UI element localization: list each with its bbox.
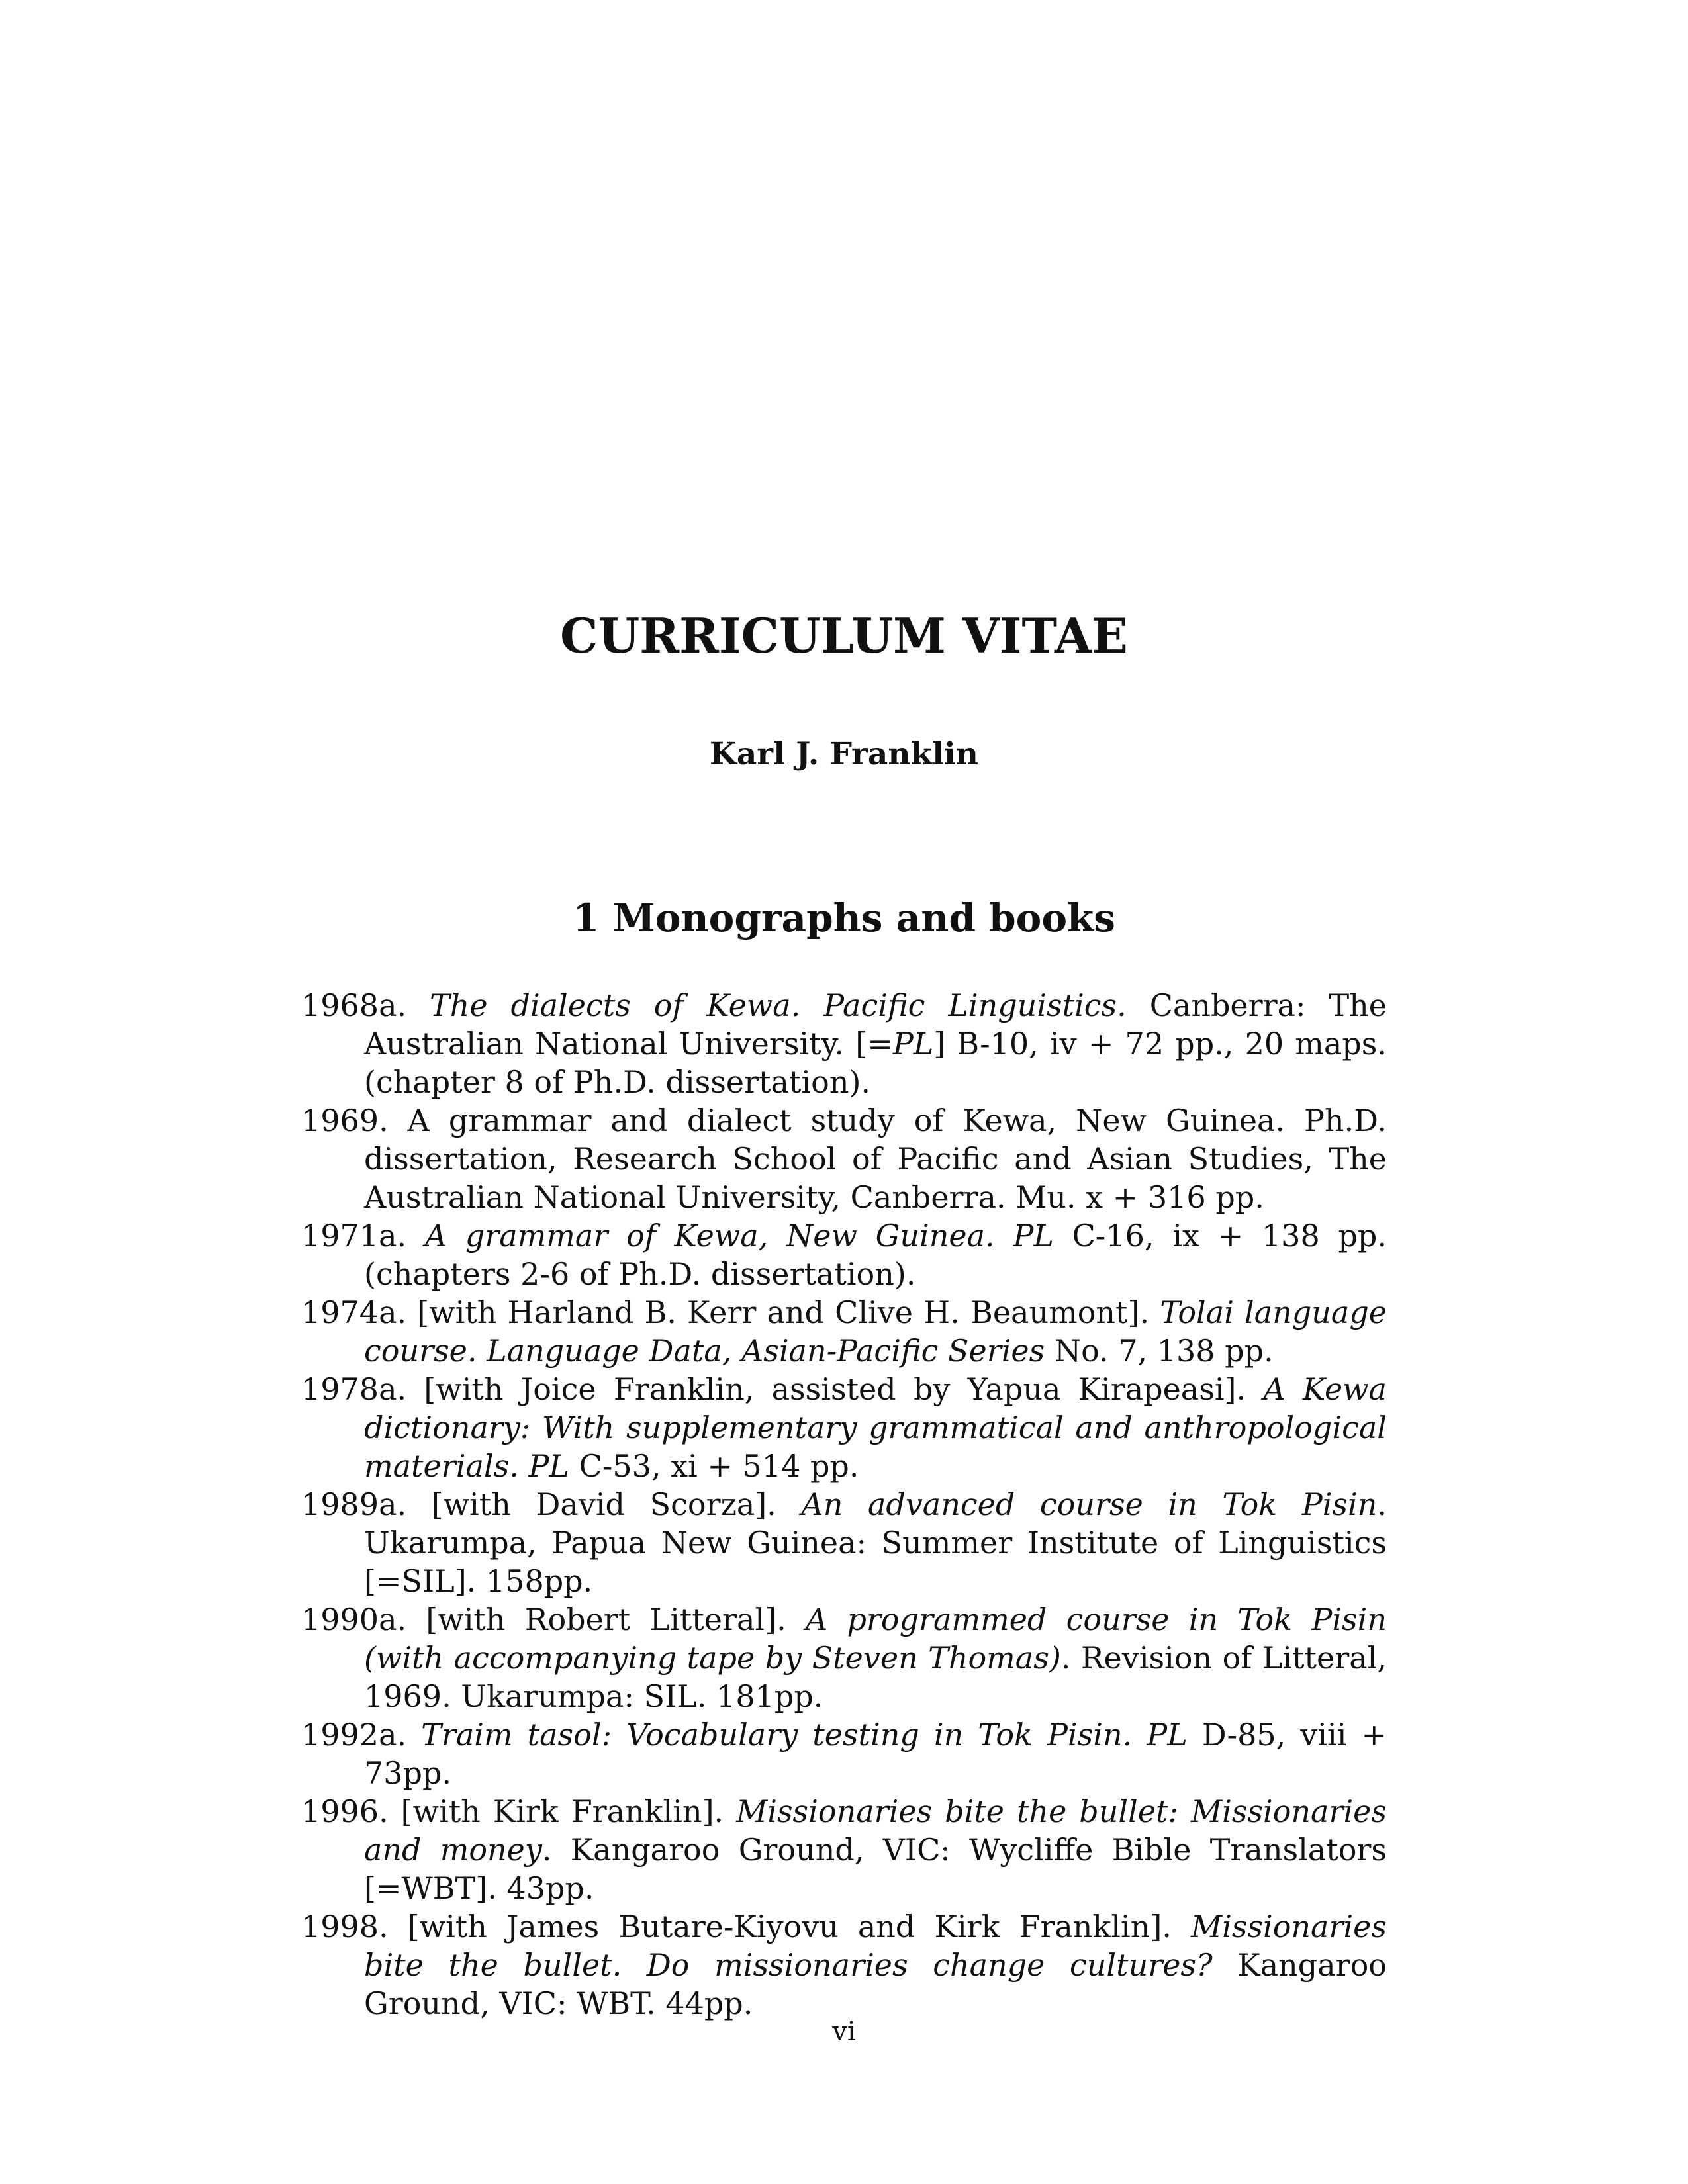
bibliography-entry [301, 1792, 1387, 1907]
page-number: vi [832, 2017, 856, 2047]
entry-text: 1974a. [with Harland B. Kerr and Clive H. Beaumont]. [301, 1295, 1160, 1330]
entry-title-text: Missionaries bite the bullet: Missionaries and money [364, 1794, 1387, 1868]
entry-text: 1990a. [with Robert Litteral]. [301, 1602, 806, 1637]
entry-text: Canberra: The Australian National University. [= [364, 987, 1387, 1062]
entry-title-text: Tolai language course. Language Data, Asian-Pacific Series [364, 1295, 1387, 1369]
entry-text: 1996. [with Kirk Franklin]. [301, 1794, 737, 1829]
bibliography-list [301, 986, 1387, 2023]
bibliography-entry [301, 1216, 1387, 1293]
bibliography-entry [301, 1370, 1387, 1485]
bibliography-entry [301, 1293, 1387, 1370]
entry-text: . Revision of Litteral, 1969. Ukarumpa: SIL. 181pp. [364, 1640, 1387, 1714]
entry-text: 1969. A grammar and dialect study of Kewa, New Guinea. Ph.D. dissertation, Research School of Pacific and Asian Studies, The Australian National University, Canberra. Mu. x + 316 pp. [301, 1103, 1387, 1215]
entry-title-text: A Kewa dictionary: With supplementary grammatical and anthropological materials. PL [364, 1371, 1387, 1484]
entry-text: 1992a. [301, 1717, 422, 1752]
bibliography-entry [301, 1101, 1387, 1216]
entry-title-text: The dialects of Kewa. Pacific Linguistics. [430, 987, 1127, 1023]
bibliography-entry [301, 1600, 1387, 1715]
entry-title-text: Traim tasol: Vocabulary testing in Tok Pisin. PL [421, 1717, 1188, 1752]
entry-text: 1971a. [301, 1218, 425, 1253]
entry-text: D-85, viii + 73pp. [364, 1717, 1387, 1791]
entry-text: . Kangaroo Ground, VIC: Wycliffe Bible Translators [=WBT]. 43pp. [364, 1832, 1387, 1906]
entry-title-text: A programmed course in Tok Pisin (with accompanying tape by Steven Thomas) [364, 1602, 1387, 1676]
entry-text: 1978a. [with Joice Franklin, assisted by Yapua Kirapeasi]. [301, 1371, 1264, 1407]
entry-title-text: Missionaries bite the bullet. Do missionaries change cultures? [364, 1909, 1387, 1983]
bibliography-entry [301, 1715, 1387, 1792]
entry-title-text: A grammar of Kewa, New Guinea. PL [424, 1218, 1054, 1253]
bibliography-entry [301, 1485, 1387, 1600]
entry-text: No. 7, 138 pp. [1045, 1333, 1274, 1369]
entry-title-text: An advanced course in Tok Pisin [801, 1486, 1378, 1522]
entry-text: 1989a. [with David Scorza]. [301, 1486, 802, 1522]
entry-text: 1968a. [301, 987, 430, 1023]
entry-text: C-16, ix + 138 pp. (chapters 2-6 of Ph.D. dissertation). [364, 1218, 1387, 1292]
entry-text: . Ukarumpa, Papua New Guinea: Summer Institute of Linguistics [=SIL]. 158pp. [364, 1486, 1387, 1599]
entry-text: Kangaroo Ground, VIC: WBT. 44pp. [364, 1947, 1387, 2021]
bibliography-entry [301, 1907, 1387, 2023]
section-heading: 1 Monographs and books [573, 895, 1115, 940]
page-title: CURRICULUM VITAE [560, 608, 1128, 664]
entry-title-text: PL [892, 1026, 934, 1062]
entry-text: 1998. [with James Butare-Kiyovu and Kirk Franklin]. [301, 1909, 1191, 1944]
bibliography-entry [301, 986, 1387, 1101]
entry-text: C-53, xi + 514 pp. [569, 1448, 859, 1484]
author-name: Karl J. Franklin [710, 736, 978, 772]
entry-text: ] B-10, iv + 72 pp., 20 maps. (chapter 8 of Ph.D. dissertation). [364, 1026, 1387, 1100]
